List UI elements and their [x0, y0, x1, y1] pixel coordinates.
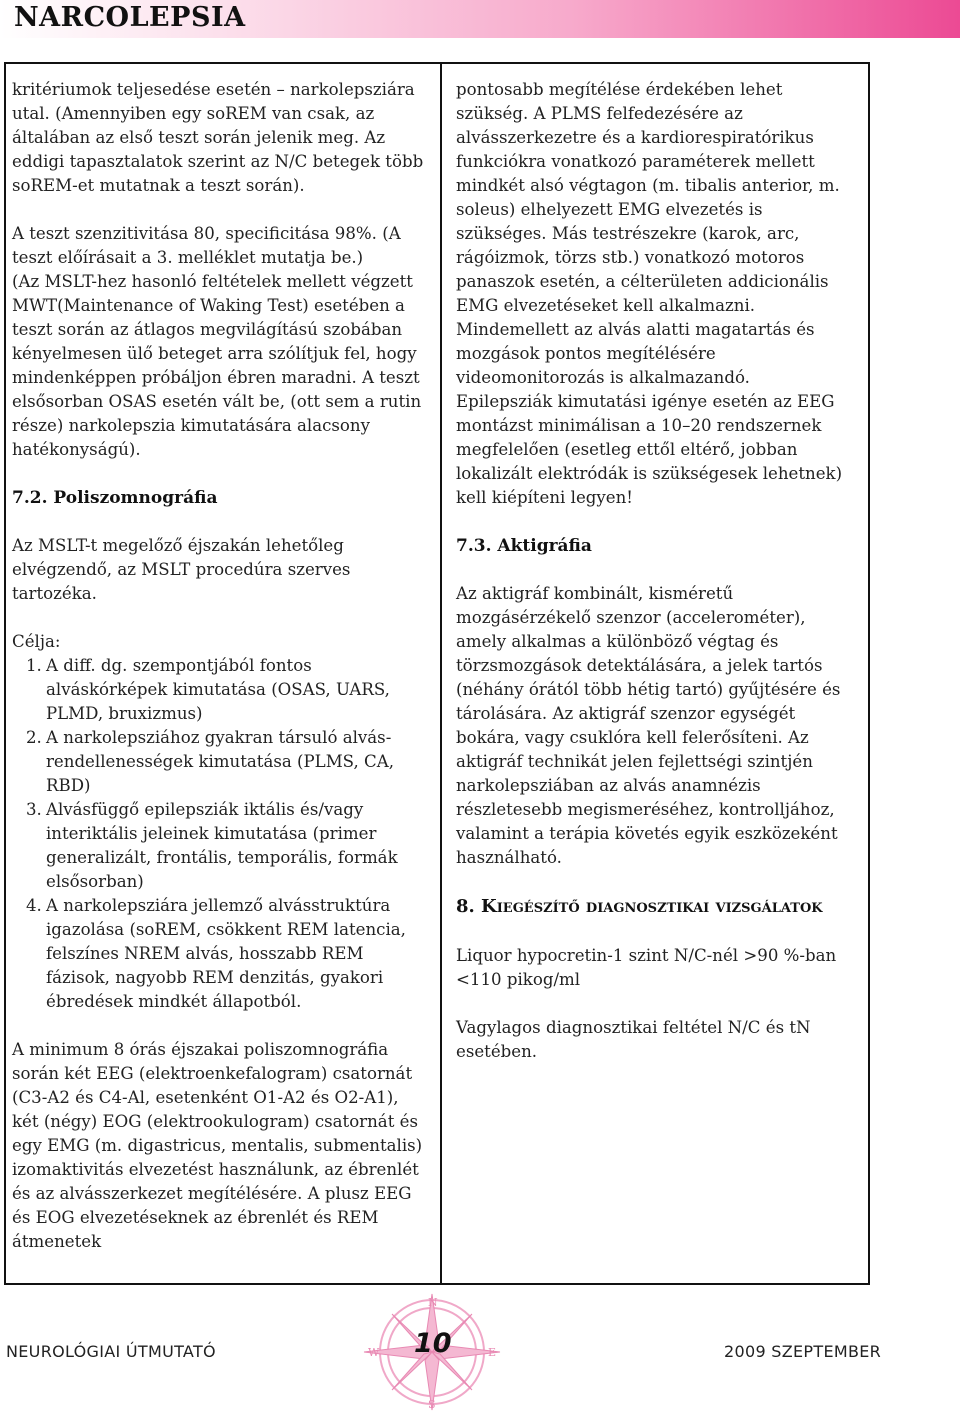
list-number: 4.	[26, 896, 42, 915]
content-frame	[4, 62, 870, 1285]
page-title: NARCOLEPSIA	[14, 2, 246, 33]
right-column	[456, 78, 856, 1088]
header-bar	[0, 0, 960, 38]
page-number: 10	[414, 1328, 452, 1359]
paragraph: A teszt szenzitivitása 80, specificitása 98%. (A teszt előírásait a 3. melléklet mutatja be.)	[12, 224, 401, 267]
goals-list	[12, 654, 426, 1014]
list-number: 2.	[26, 728, 42, 747]
paragraph: kritériumok teljesedése esetén – narkolepsziára utal. (Amennyiben egy soREM van csak, az általában az első teszt során jelenik meg. Az eddigi tapasztalatok szerint az N/C betegek több soREM-et mutatnak a teszt során).	[12, 80, 424, 195]
paragraph: pontosabb megítélése érdekében lehet szükség. A PLMS felfedezésére az alvásszerkezetre és a kardiorespiratórikus funkciókra vonatkozó paraméterek mellett mindkét alsó végtagon (m. tibalis anterior, m. soleus) elhelyezett EMG elvezetés is szükséges. Más testrészekre (karok, arc, rágóizmok, törzs stb.) vonatkozó motoros panaszok esetén, a célterületen addicionális EMG elvezetéseket kell alkalmazni.	[456, 80, 840, 315]
compass-east: E	[488, 1346, 497, 1359]
list-item	[12, 726, 426, 798]
compass-north: N	[428, 1296, 438, 1309]
compass-west: W	[368, 1346, 380, 1359]
footer-publication: NEUROLÓGIAI ÚTMUTATÓ	[6, 1342, 216, 1361]
section-heading-8: 8. Kiegészítő diagnosztikai vizsgálatok	[456, 896, 823, 917]
paragraph: Az MSLT-t megelőző éjszakán lehetőleg elvégzendő, az MSLT procedúra szerves tartozéka.	[12, 536, 351, 603]
list-text: A narkolepsziához gyakran társuló alvás-rendellenességek kimutatása (PLMS, CA, RBD)	[46, 728, 394, 795]
goals-label: Célja:	[12, 632, 61, 651]
paragraph: Az aktigráf kombinált, kisméretű mozgásérzékelő szenzor (accelerométer), amely alkalmas a különböző végtag és törzsmozgások detektálására, a jelek tartós (néhány órától több hétig tartó) gyűjtésére és tárolására. Az aktigráf szenzor egységét bokára, vagy csuklóra kell felerősíteni. Az aktigráf technikát jelen fejlettségi szintjén narkolepsziában az alvás anamnézis részletesebb megismeréséhez, kontrolljához, valamint a terápia követés egyik eszközeként használható.	[456, 584, 841, 867]
list-text: A diff. dg. szempontjából fontos alváskórképek kimutatása (OSAS, UARS, PLMD, bruxizmus)	[46, 656, 390, 723]
paragraph: Epilepsziák kimutatási igénye esetén az EEG montázst minimálisan a 10–20 rendszernek megfelelően (esetleg ettől eltérő, jobban lokalizált elektródák is szükségesek lehetnek) kell kiépíteni legyen!	[456, 392, 843, 507]
list-text: Alvásfüggő epilepsziák iktális és/vagy interiktális jeleinek kimutatása (primer generalizált, frontális, temporális, formák elsősorban)	[46, 800, 398, 891]
footer-date: 2009 SZEPTEMBER	[724, 1342, 882, 1361]
section-heading-7-3: 7.3. Aktigráfia	[456, 536, 592, 556]
paragraph: Mindemellett az alvás alatti magatartás és mozgások pontos megítélésére videomonitorozás is alkalmazandó.	[456, 320, 815, 387]
paragraph: (Az MSLT-hez hasonló feltételek mellett végzett MWT(Maintenance of Waking Test) esetében a teszt során az átlagos megvilágítású szobában kényelmesen ülő beteget arra szólítjuk fel, hogy mindenképpen próbáljon ébren maradni. A teszt elsősorban OSAS esetén vált be, (ott sem a rutin része) narkolepszia kimutatására alacsony hatékonyságú).	[12, 272, 422, 459]
paragraph: A minimum 8 órás éjszakai poliszomnográfia során két EEG (elektroenkefalogram) csatornát (C3-A2 és C4-Al, esetenként O1-A2 és O2-A1), két (négy) EOG (elektrookulogram) csatornát és egy EMG (m. digastricus, mentalis, submentalis) izomaktivitás elvezetést használunk, az ébrenlét és az alvásszerkezet megítélésére. A plusz EEG és EOG elvezetéseknek az ébrenlét és REM átmenetek	[12, 1040, 423, 1251]
paragraph: Liquor hypocretin-1 szint N/C-nél >90 %-ban <110 pikog/ml	[456, 946, 837, 989]
compass-south: S	[428, 1398, 436, 1411]
list-item	[12, 798, 426, 894]
list-text: A narkolepsziára jellemző alvásstruktúra igazolása (soREM, csökkent REM latencia, felszínes NREM alvás, hosszabb REM fázisok, nagyobb REM denzitás, gyakori ébredések mindkét állapotból.	[46, 896, 406, 1011]
section-heading-7-2: 7.2. Poliszomnográfia	[12, 488, 218, 508]
list-item	[12, 654, 426, 726]
list-number: 1.	[26, 656, 42, 675]
column-divider	[440, 64, 442, 1283]
list-item	[12, 894, 426, 1014]
list-number: 3.	[26, 800, 42, 819]
paragraph: Vagylagos diagnosztikai feltétel N/C és tN esetében.	[456, 1018, 811, 1061]
left-column	[12, 78, 426, 1254]
